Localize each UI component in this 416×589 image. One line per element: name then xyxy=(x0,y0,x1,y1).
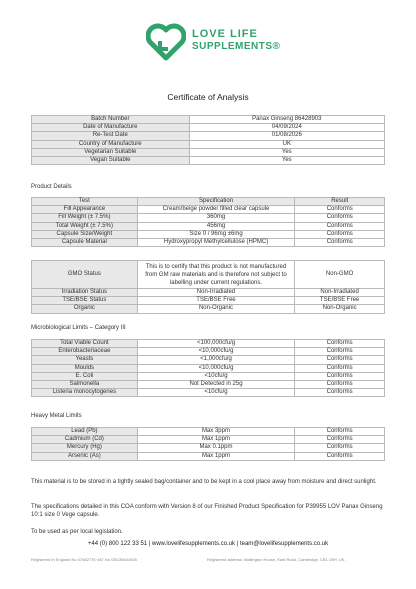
table-row xyxy=(32,372,385,380)
info-value: Yes xyxy=(189,148,384,156)
table-row xyxy=(32,444,385,452)
row-result: Conforms xyxy=(295,206,385,214)
row-result: Non-Irradiated xyxy=(295,289,385,297)
table-row xyxy=(32,206,385,214)
row-test: Mercury (Hg) xyxy=(32,444,138,452)
row-specification: Cream/beige powder filled clear capsule xyxy=(137,206,295,214)
row-specification: <10cfu/g xyxy=(137,372,294,380)
table-row xyxy=(32,116,385,124)
row-result: Conforms xyxy=(295,230,385,238)
column-header-test: Test xyxy=(32,198,138,206)
info-label: Date of Manufacture xyxy=(32,124,190,132)
heavy-metals-table xyxy=(31,427,385,461)
table-row xyxy=(32,230,385,238)
row-specification: Max 1ppm xyxy=(137,452,295,460)
row-specification: <100,000cfu/g xyxy=(137,340,294,348)
row-result: Conforms xyxy=(295,389,385,397)
microbiological-table xyxy=(31,339,385,397)
row-specification: <10cfu/g xyxy=(137,389,294,397)
row-test: TSE/BSE Status xyxy=(32,297,138,305)
row-test: Capsule Material xyxy=(32,239,138,247)
info-label: Vegan Suitable xyxy=(32,157,190,165)
contact-footer: +44 (0) 800 122 33 51 | www.lovelifesupplements.co.uk | team@lovelifesupplements.co.uk xyxy=(87,541,329,547)
row-specification: TSE/BSE Free xyxy=(137,297,294,305)
info-value: Yes xyxy=(189,157,384,165)
row-test: Lead (Pb) xyxy=(32,428,138,436)
heart-logo-icon xyxy=(146,22,186,62)
section-heading-product-details: Product Details xyxy=(31,184,72,190)
table-row xyxy=(32,157,385,165)
row-result: TSE/BSE Free xyxy=(295,297,385,305)
storage-note: This material is to be stored in a tightly sealed bag/container and to be kept in a cool place away from moisture and direct sunlight. xyxy=(31,479,377,485)
legislation-note: To be used as per local legislation. xyxy=(31,529,123,535)
row-test: Irradiation Status xyxy=(32,289,138,297)
row-test: Fill Weight (± 7.5%) xyxy=(32,214,138,222)
registered-address: Registered address: Wallington House, East Road, Cambridge, CB1 1BH, UK. xyxy=(207,557,346,562)
row-result: Conforms xyxy=(295,348,385,356)
row-test: GMO Status xyxy=(32,261,138,289)
table-row xyxy=(32,239,385,247)
table-row xyxy=(32,214,385,222)
row-specification: Size 0 / 96mg ±6mg xyxy=(137,230,295,238)
brand-tagline: SUPPLEMENTS® xyxy=(192,41,281,52)
row-test: Total Weight (± 7.5%) xyxy=(32,222,138,230)
table-row xyxy=(32,436,385,444)
row-result: Conforms xyxy=(295,381,385,389)
row-test: Organic xyxy=(32,305,138,313)
row-specification: <10,000cfu/g xyxy=(137,364,294,372)
table-row xyxy=(32,297,385,305)
row-test: Total Viable Count xyxy=(32,340,138,348)
page-title: Certificate of Analysis xyxy=(167,92,249,102)
row-specification: 456mg xyxy=(137,222,295,230)
row-test: Fill Appearance xyxy=(32,206,138,214)
table-header-row xyxy=(32,198,385,206)
row-result: Conforms xyxy=(295,436,385,444)
spec-line: from GM raw materials and is therefore not subject to xyxy=(145,271,287,278)
row-specification: 360mg xyxy=(137,214,295,222)
row-test: E. Coli xyxy=(32,372,138,380)
table-row xyxy=(32,340,385,348)
info-label: Re-Test Date xyxy=(32,132,190,140)
row-result: Conforms xyxy=(295,214,385,222)
row-result: Non-GMO xyxy=(295,261,385,289)
row-result: Conforms xyxy=(295,372,385,380)
table-row xyxy=(32,389,385,397)
row-test: Capsule Size/Weight xyxy=(32,230,138,238)
section-heading-microbiological: Microbiological Limits – Category III xyxy=(31,325,126,331)
row-specification: Max 1ppm xyxy=(137,436,295,444)
row-result: Conforms xyxy=(295,428,385,436)
specification-note: The specifications detailed in this COA conform with Version 8 of our Finished Product Specification for P39955 LOV Panax Ginseng 10:1 size 0 Vege capsule. xyxy=(31,504,383,518)
spec-line: This is to certify that this product is not manufactured xyxy=(145,263,287,270)
row-test: Cadmium (Cd) xyxy=(32,436,138,444)
row-result: Conforms xyxy=(295,452,385,460)
row-specification: Non-Organic xyxy=(137,305,294,313)
brand-name: LOVE LIFE xyxy=(192,28,258,40)
row-test: Yeasts xyxy=(32,356,138,364)
table-row xyxy=(32,132,385,140)
row-specification: <10,000cfu/g xyxy=(137,348,294,356)
table-row xyxy=(32,140,385,148)
row-result: Conforms xyxy=(295,340,385,348)
product-details-table xyxy=(31,197,385,247)
row-specification: Not Detected in 25g xyxy=(137,381,294,389)
section-heading-heavy-metals: Heavy Metal Limits xyxy=(31,413,82,419)
table-row xyxy=(32,222,385,230)
row-result: Conforms xyxy=(295,239,385,247)
info-label: Batch Number xyxy=(32,116,190,124)
info-value: UK xyxy=(189,140,384,148)
table-row xyxy=(32,452,385,460)
row-specification: <1,000cfu/g xyxy=(137,356,294,364)
gmo-status-table xyxy=(31,260,385,314)
row-result: Conforms xyxy=(295,356,385,364)
row-specification: Non-Irradiated xyxy=(137,289,294,297)
row-test: Listeria monocytogenes xyxy=(32,389,138,397)
row-result: Conforms xyxy=(295,364,385,372)
table-row xyxy=(32,261,385,289)
row-specification xyxy=(137,261,294,289)
table-row xyxy=(32,289,385,297)
info-value: Panax Ginseng 86428903 xyxy=(189,116,384,124)
table-row xyxy=(32,348,385,356)
row-result: Conforms xyxy=(295,222,385,230)
info-value: 04/09/2024 xyxy=(189,124,384,132)
info-value: 01/08/2026 xyxy=(189,132,384,140)
table-row xyxy=(32,381,385,389)
brand-logo xyxy=(146,22,296,62)
table-row xyxy=(32,364,385,372)
table-row xyxy=(32,428,385,436)
info-label: Vegetarian Suitable xyxy=(32,148,190,156)
spec-line: labelling under current regulations. xyxy=(169,279,262,286)
info-label: Country of Manufacture xyxy=(32,140,190,148)
table-row xyxy=(32,124,385,132)
row-specification: Max 3ppm xyxy=(137,428,295,436)
row-test: Enterobacteriaceae xyxy=(32,348,138,356)
row-result: Non-Organic xyxy=(295,305,385,313)
table-row xyxy=(32,305,385,313)
row-test: Moulds xyxy=(32,364,138,372)
row-specification: Hydroxypropyl Methylcellulose (HPMC) xyxy=(137,239,295,247)
registration-info: Registered in England No 07682776 VAT No GB135644405 xyxy=(31,557,137,562)
table-row xyxy=(32,356,385,364)
table-row xyxy=(32,148,385,156)
column-header-specification: Specification xyxy=(137,198,295,206)
row-specification: Max 0.1ppm xyxy=(137,444,295,452)
batch-info-table xyxy=(31,115,385,165)
row-result: Conforms xyxy=(295,444,385,452)
column-header-result: Result xyxy=(295,198,385,206)
row-test: Arsenic (As) xyxy=(32,452,138,460)
row-test: Salmonella xyxy=(32,381,138,389)
